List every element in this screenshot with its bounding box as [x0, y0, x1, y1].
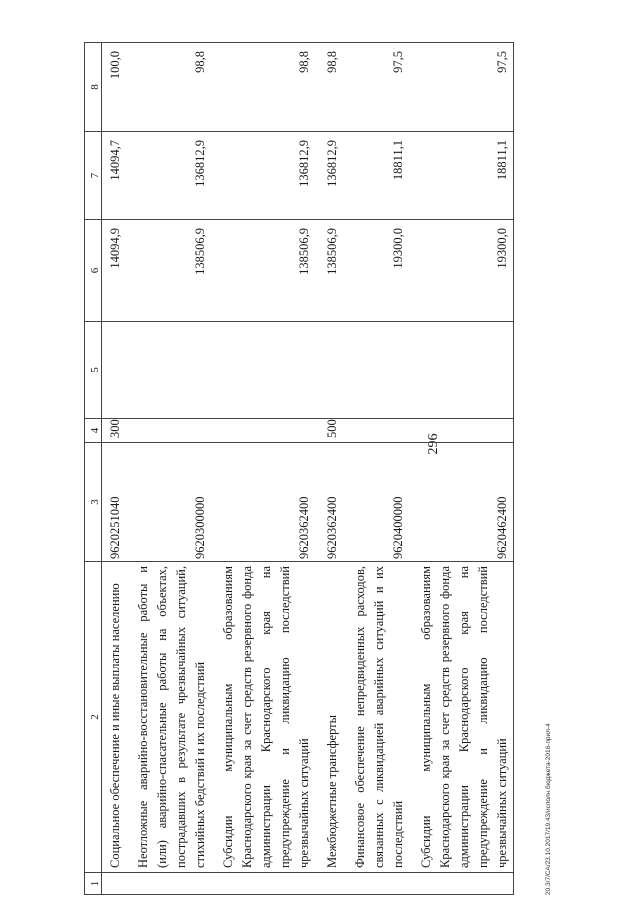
- row-expense-type: [211, 419, 315, 443]
- table-row: [409, 43, 514, 895]
- row-target-code: 9620462400: [409, 443, 514, 562]
- row-number-cell: [126, 873, 211, 895]
- header-col-5: 5: [85, 322, 102, 419]
- row-executed-amount: 18811,1: [343, 132, 409, 220]
- row-expense-type: 500: [315, 419, 343, 443]
- row-number-cell: [343, 873, 409, 895]
- header-col-8: 8: [85, 43, 102, 132]
- row-target-code: 9620362400: [211, 443, 315, 562]
- row-expense-type: 300: [102, 419, 127, 443]
- row-executed-amount: 14094,7: [102, 132, 127, 220]
- row-execution-percent: 97,5: [343, 43, 409, 132]
- header-col-2: 2: [85, 562, 102, 873]
- row-col5: [315, 322, 343, 419]
- row-col5: [102, 322, 127, 419]
- row-name: Межбюджетные трансферты: [315, 562, 343, 873]
- row-name: Неотложные аварийно-восстановительные работы и (или) аварийно-спасательные работы на объектах, пострадавших в результате чрезвычайных ситуаций, стихийных бедствий и их последствий: [126, 562, 211, 873]
- row-approved-amount: 138506,9: [211, 220, 315, 322]
- row-execution-percent: 100,0: [102, 43, 127, 132]
- row-target-code: 9620362400: [315, 443, 343, 562]
- row-target-code: 9620251040: [102, 443, 127, 562]
- row-approved-amount: 138506,9: [315, 220, 343, 322]
- budget-table: [84, 42, 514, 895]
- row-col5: [343, 322, 409, 419]
- row-name: Субсидии муниципальным образованиям Краснодарского края за счет средств резервного фонда администрации Краснодарского края на предупреждение и ликвидацию последствий чрезвычайных ситуаций: [211, 562, 315, 873]
- row-col5: [409, 322, 514, 419]
- table-row: [315, 43, 343, 895]
- row-name: Финансовое обеспечение непредвиденных расходов, связанных с ликвидацией аварийных ситуаций и их последствий: [343, 562, 409, 873]
- page-number: 296: [426, 433, 441, 455]
- row-col5: [126, 322, 211, 419]
- row-number-cell: [409, 873, 514, 895]
- table-row: [126, 43, 211, 895]
- row-execution-percent: 98,8: [211, 43, 315, 132]
- table-header-row: [85, 43, 102, 895]
- row-executed-amount: 136812,9: [211, 132, 315, 220]
- row-name: Субсидии муниципальным образованиям Краснодарского края за счет средств резервного фонда администрации Краснодарского края на предупреждение и ликвидацию последствий чрезвычайных ситуаций: [409, 562, 514, 873]
- table-row: [211, 43, 315, 895]
- row-approved-amount: 19300,0: [343, 220, 409, 322]
- row-execution-percent: 98,8: [126, 43, 211, 132]
- row-approved-amount: 19300,0: [409, 220, 514, 322]
- header-col-3: 3: [85, 443, 102, 562]
- row-expense-type: [343, 419, 409, 443]
- table-row: [343, 43, 409, 895]
- row-number-cell: [211, 873, 315, 895]
- header-col-4: 4: [85, 419, 102, 443]
- row-target-code: 9620400000: [343, 443, 409, 562]
- header-col-6: 6: [85, 220, 102, 322]
- table-row: [102, 43, 127, 895]
- row-approved-amount: 14094,9: [102, 220, 127, 322]
- row-number-cell: [315, 873, 343, 895]
- row-executed-amount: 136812,9: [315, 132, 343, 220]
- row-expense-type: [409, 419, 514, 443]
- row-execution-percent: 97,5: [409, 43, 514, 132]
- row-target-code: 9620300000: [126, 443, 211, 562]
- row-approved-amount: 138506,9: [126, 220, 211, 322]
- row-col5: [211, 322, 315, 419]
- row-executed-amount: 136812,9: [126, 132, 211, 220]
- header-col-7: 7: [85, 132, 102, 220]
- footer-document-code: 20.3/7/СА/23.10.2017/19.43/исполн.бюджета-2016-прил-4: [545, 723, 552, 895]
- row-execution-percent: 98,8: [315, 43, 343, 132]
- row-expense-type: [126, 419, 211, 443]
- row-executed-amount: 18811,1: [409, 132, 514, 220]
- row-name: Социальное обеспечение и иные выплаты населению: [102, 562, 127, 873]
- row-number-cell: [102, 873, 127, 895]
- header-col-1: 1: [85, 873, 102, 895]
